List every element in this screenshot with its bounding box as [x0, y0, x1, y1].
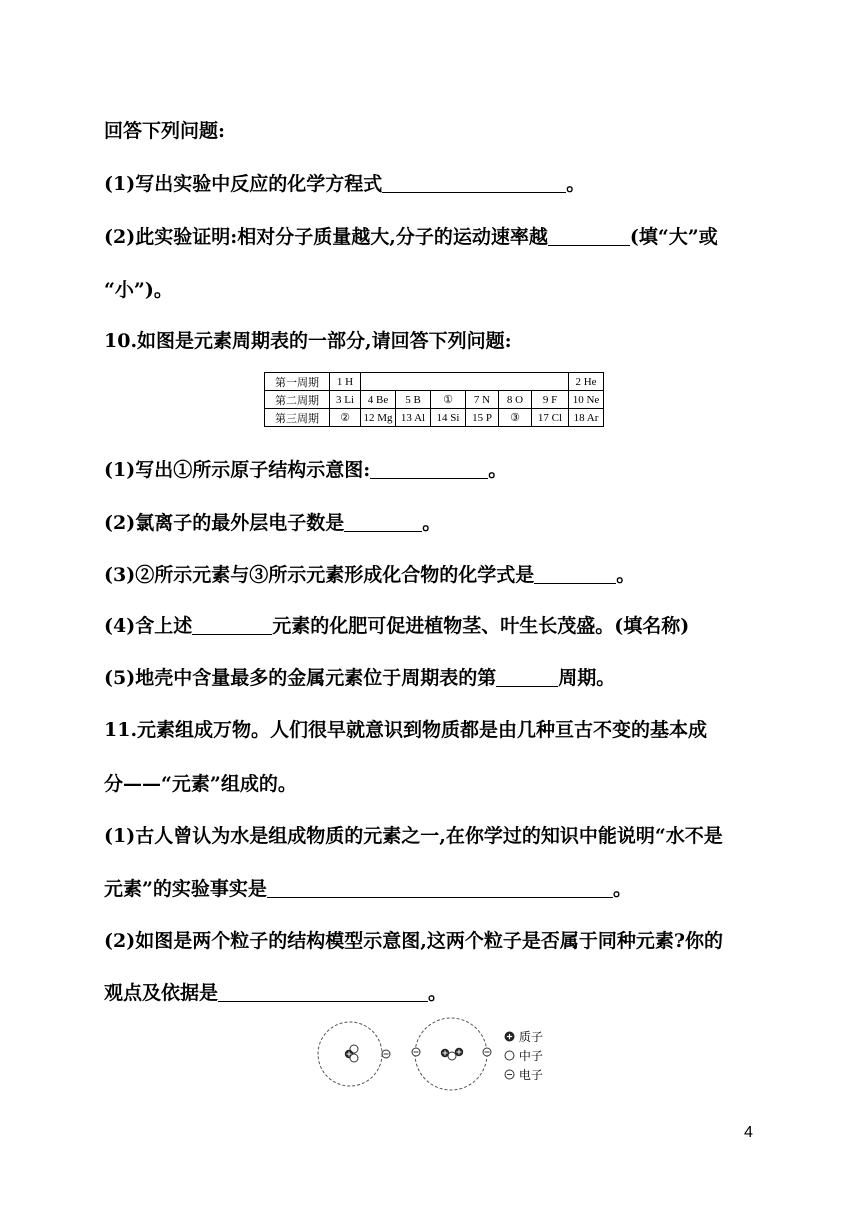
empty-cell	[361, 373, 396, 391]
element-cell: 3 Li	[330, 391, 361, 409]
legend-label: 质子	[518, 1030, 543, 1044]
element-cell: ②	[330, 409, 361, 427]
legend-neutron	[504, 1047, 543, 1064]
answer-blank[interactable]	[382, 172, 566, 193]
element-cell: 7 N	[466, 391, 499, 409]
neutron-icon	[350, 1054, 358, 1062]
element-cell: 5 B	[396, 391, 431, 409]
element-cell: 8 O	[499, 391, 532, 409]
period-label: 第三周期	[265, 409, 330, 427]
electron-icon	[382, 1050, 390, 1058]
legend-label: 中子	[518, 1049, 543, 1063]
period-label: 第二周期	[265, 391, 330, 409]
period-label: 第一周期	[265, 373, 330, 391]
proton-icon	[455, 1048, 463, 1056]
empty-cell	[466, 373, 499, 391]
line-15: (2)如图是两个粒子的结构模型示意图,这两个粒子是否属于同种元素?你的	[104, 930, 723, 952]
electron-icon	[504, 1069, 515, 1080]
line-12: 分——“元素”组成的。	[104, 773, 297, 795]
legend-electron	[504, 1066, 543, 1083]
legend-label: 电子	[518, 1068, 543, 1082]
element-cell: 10 Ne	[569, 391, 604, 409]
answer-blank[interactable]	[534, 563, 616, 584]
particle-model-diagram	[310, 1014, 500, 1094]
line-2: (1)写出实验中反应的化学方程式 。	[104, 173, 586, 195]
line-6: (1)写出①所示原子结构示意图: 。	[104, 459, 508, 481]
element-cell: 9 F	[532, 391, 569, 409]
answer-blank[interactable]	[548, 225, 630, 246]
line-16: 观点及依据是 。	[104, 982, 448, 1004]
table-row	[265, 391, 604, 409]
answer-blank[interactable]	[370, 458, 488, 479]
line-1: 回答下列问题:	[104, 120, 226, 142]
table-row	[265, 409, 604, 427]
element-cell: ①	[431, 391, 466, 409]
element-cell: 4 Be	[361, 391, 396, 409]
answer-blank[interactable]	[344, 511, 422, 532]
empty-cell	[396, 373, 431, 391]
question-11-title: 11.元素组成万物。人们很早就意识到物质都是由几种亘古不变的基本成	[104, 719, 708, 741]
electron-icon	[412, 1048, 420, 1056]
empty-cell	[431, 373, 466, 391]
element-cell: 1 H	[330, 373, 361, 391]
line-3: (2)此实验证明:相对分子质量越大,分子的运动速率越 (填“大”或	[104, 226, 718, 248]
line-9: (4)含上述 元素的化肥可促进植物茎、叶生长茂盛。(填名称)	[104, 615, 690, 637]
neutron-icon	[504, 1050, 515, 1061]
answer-blank[interactable]	[192, 614, 272, 635]
page-number: 4	[744, 1124, 753, 1141]
element-cell: 14 Si	[431, 409, 466, 427]
element-cell: 17 Cl	[532, 409, 569, 427]
question-10-title: 10.如图是元素周期表的一部分,请回答下列问题:	[104, 330, 512, 352]
element-cell: 18 Ar	[569, 409, 604, 427]
line-13: (1)古人曾认为水是组成物质的元素之一,在你学过的知识中能说明“水不是	[104, 825, 723, 847]
line-10: (5)地壳中含量最多的金属元素位于周期表的第 周期。	[104, 667, 616, 689]
answer-blank[interactable]	[267, 877, 613, 898]
empty-cell	[532, 373, 569, 391]
answer-blank[interactable]	[218, 981, 428, 1002]
periodic-table	[264, 372, 604, 427]
neutron-icon	[448, 1052, 456, 1060]
legend-proton	[504, 1028, 543, 1045]
line-4: “小”)。	[104, 279, 173, 301]
empty-cell	[499, 373, 532, 391]
table-row	[265, 373, 604, 391]
electron-icon	[483, 1048, 491, 1056]
proton-icon	[504, 1031, 515, 1042]
line-7: (2)氯离子的最外层电子数是 。	[104, 512, 442, 534]
element-cell: 15 P	[466, 409, 499, 427]
answer-blank[interactable]	[496, 666, 558, 687]
line-8: (3)②所示元素与③所示元素形成化合物的化学式是 。	[104, 564, 636, 586]
element-cell: ③	[499, 409, 532, 427]
element-cell: 12 Mg	[361, 409, 396, 427]
element-cell: 2 He	[569, 373, 604, 391]
element-cell: 13 Al	[396, 409, 431, 427]
line-14: 元素”的实验事实是 。	[104, 878, 632, 900]
